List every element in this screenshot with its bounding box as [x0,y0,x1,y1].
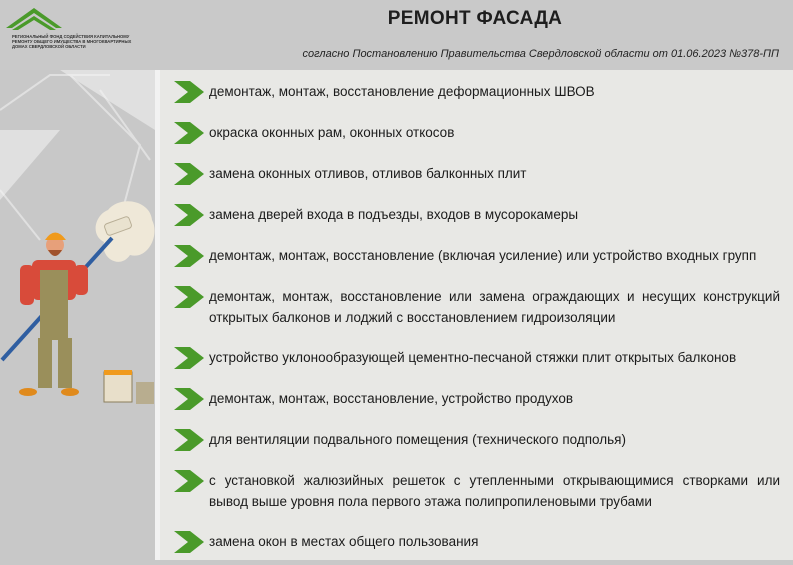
page-title: РЕМОНТ ФАСАДА [387,8,563,29]
list-item [174,470,780,512]
house-logo-icon [4,4,64,32]
list-item [174,245,780,267]
green-chevron-icon [174,347,204,369]
list-item-text: демонтаж, монтаж, восстановление, устройство продухов [209,391,574,406]
green-chevron-icon [174,163,204,185]
page-subtitle: согласно Постановлению Правительства Свердловской области от 01.06.2023 №378-ПП [302,48,779,60]
list-item-text: замена оконных отливов, отливов балконных плит [209,166,527,181]
list-item-text: для вентиляции подвального помещения (технического подполья) [209,432,626,447]
list-item [174,122,780,144]
list-item [174,163,780,185]
green-chevron-icon [174,531,204,553]
green-chevron-icon [174,245,204,267]
painter-illustration [0,70,155,560]
list-item-text: замена дверей входа в подъезды, входов в мусорокамеры [209,207,579,222]
green-chevron-icon [174,286,204,308]
header [0,0,793,70]
green-chevron-icon [174,388,204,410]
list-item [174,347,780,369]
green-chevron-icon [174,429,204,451]
list-item-text: демонтаж, монтаж, восстановление деформационных ШВОВ [209,84,595,99]
green-chevron-icon [174,470,204,492]
green-chevron-icon [174,81,204,103]
logo [4,4,144,54]
list-item [174,429,780,451]
list-item-text: демонтаж, монтаж, восстановление или замена ограждающих и несущих конструкций открытых балконов и лоджий с восстановлением гидроизоляции [209,289,780,325]
list-item [174,531,780,553]
green-chevron-icon [174,122,204,144]
content-panel [160,70,793,560]
list-item [174,81,780,103]
list-item-text: устройство уклонообразующей цементно-песчаной стяжки плит открытых балконов [209,350,737,365]
list-item-text: окраска оконных рам, оконных откосов [209,125,455,140]
green-chevron-icon [174,204,204,226]
list-item-text: с установкой жалюзийных решеток с утепленными открывающимися створками или вывод выше уровня пола первого этажа полипропиленовыми трубами [209,473,780,509]
list-item [174,204,780,226]
list-item-text: замена окон в местах общего пользования [209,534,479,549]
logo-text: РЕГИОНАЛЬНЫЙ ФОНД СОДЕЙСТВИЯ КАПИТАЛЬНОМУ РЕМОНТУ ОБЩЕГО ИМУЩЕСТВА В МНОГОКВАРТИРНЫХ ДОМАХ СВЕРДЛОВСКОЙ ОБЛАСТИ [12,34,132,49]
list-item [174,286,780,328]
list-item-text: демонтаж, монтаж, восстановление (включая усиление) или устройство входных групп [209,248,757,263]
list-item [174,388,780,410]
